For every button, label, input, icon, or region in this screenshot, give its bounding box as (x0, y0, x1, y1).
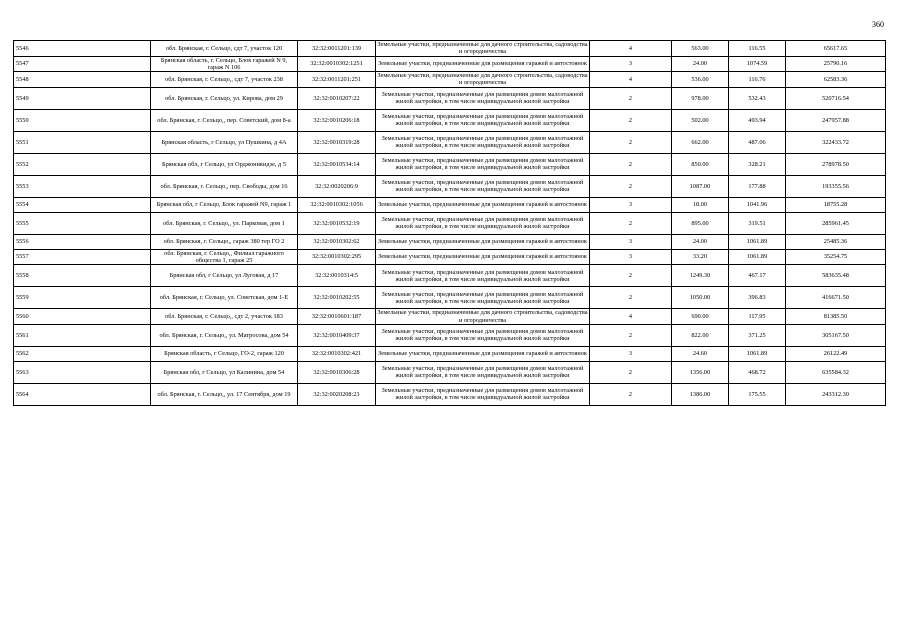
row-cadastral-value: 416671.50 (786, 287, 886, 309)
row-land-category: Земельные участки, предназначенные для размещения домов малоэтажной жилой застройки, в том числе индивидуальной жилой застройки (376, 287, 590, 309)
row-cadastral-value: 520716.54 (786, 87, 886, 109)
row-land-category: Земельные участки, предназначенные для дачного строительства, садоводства и огородничества (377, 72, 588, 87)
row-cadastral-number: 32:32:0010207:22 (298, 87, 376, 109)
row-address: Брянская область, г Сельцо, ул Пушкина, д 4А (151, 131, 298, 153)
row-land-category: Земельные участки, предназначенные для размещения домов малоэтажной жилой застройки, в том числе индивидуальной жилой застройки (376, 109, 590, 131)
row-group: 4 (590, 72, 672, 88)
row-cadastral-number: 32:32:0020206:9 (298, 175, 376, 197)
row-cadastral-number: 32:32:0010206:18 (298, 109, 376, 131)
row-rate: 467.17 (729, 265, 786, 287)
row-number: 5564 (14, 383, 151, 405)
row-number: 5563 (14, 361, 151, 383)
row-address: обл. Брянская, г. Сельцо,, пер. Советский, дом 8-а (151, 109, 298, 131)
row-cadastral-value: 583635.48 (786, 265, 886, 287)
row-cadastral-value: 25485.36 (786, 234, 886, 249)
row-group: 2 (590, 87, 672, 109)
row-address: обл. Брянская, г. Сельцо,, сдт 2, участок 183 (151, 309, 298, 325)
row-rate: 1061.89 (729, 234, 786, 249)
row-cadastral-value: 62583.36 (786, 72, 886, 88)
row-number: 5558 (14, 265, 151, 287)
row-address: обл. Брянская, г. Сельцо, ул. Кирова, дом 29 (151, 87, 298, 109)
row-cadastral-number: 32:32:0010319:28 (298, 131, 376, 153)
row-rate: 396.83 (729, 287, 786, 309)
table-row (14, 72, 886, 88)
row-address: обл. Брянская, г. Сельцо,, ул. 17 Сентября, дом 19 (151, 383, 298, 405)
table-row (14, 249, 886, 265)
row-number: 5557 (14, 249, 151, 265)
row-cadastral-number: 32:32:0011201:251 (298, 72, 376, 88)
row-address: обл. Брянская, г. Сельцо,, гараж 380 тер ГО 2 (151, 234, 298, 249)
row-cadastral-number: 32:32:0010202:55 (298, 287, 376, 309)
row-land-category: Земельные участки, предназначенные для размещения гаражей и автостоянок (376, 197, 590, 212)
row-number: 5553 (14, 175, 151, 197)
row-area: 662.00 (672, 131, 729, 153)
row-land-category: Земельные участки, предназначенные для размещения домов малоэтажной жилой застройки, в том числе индивидуальной жилой застройки (376, 265, 590, 287)
row-land-category: Земельные участки, предназначенные для размещения домов малоэтажной жилой застройки, в том числе индивидуальной жилой застройки (376, 212, 590, 234)
row-area: 1050.00 (672, 287, 729, 309)
row-area: 536.00 (672, 72, 729, 88)
row-area: 24.00 (672, 234, 729, 249)
row-number: 5562 (14, 346, 151, 361)
row-group: 2 (590, 383, 672, 405)
row-number: 5554 (14, 197, 151, 212)
row-group: 2 (590, 153, 672, 175)
row-address: Брянская область, г. Сельцо, Блок гаражей N 9, гараж N 106 (151, 56, 298, 72)
row-cadastral-value: 285961.45 (786, 212, 886, 234)
row-area: 895.00 (672, 212, 729, 234)
row-area: 502.00 (672, 109, 729, 131)
row-address: Брянская обл, г Сельцо, Блок гаражей N9, гараж 1 (151, 197, 298, 212)
row-rate: 116.55 (729, 41, 786, 57)
row-group: 3 (590, 346, 672, 361)
row-land-category: Земельные участки, предназначенные для размещения гаражей и автостоянок (376, 234, 590, 249)
row-land-category: Земельные участки, предназначенные для размещения домов малоэтажной жилой застройки, в том числе индивидуальной жилой застройки (376, 324, 590, 346)
row-group: 3 (590, 249, 672, 265)
row-address: обл. Брянская, г. Сельцо,, ул. Парковая, дом 1 (151, 212, 298, 234)
row-rate: 371.25 (729, 324, 786, 346)
row-area: 978.00 (672, 87, 729, 109)
row-cadastral-number: 32:32:0011201:139 (298, 41, 376, 57)
row-number: 5559 (14, 287, 151, 309)
row-group: 3 (590, 56, 672, 72)
row-rate: 468.72 (729, 361, 786, 383)
row-land-category: Земельные участки, предназначенные для размещения домов малоэтажной жилой застройки, в том числе индивидуальной жилой застройки (376, 153, 590, 175)
table-row (14, 212, 886, 234)
table-row (14, 175, 886, 197)
row-number: 5551 (14, 131, 151, 153)
row-land-category: Земельные участки, предназначенные для размещения гаражей и автостоянок (376, 346, 590, 361)
row-area: 822.00 (672, 324, 729, 346)
row-number: 5546 (14, 41, 151, 57)
table-row (14, 109, 886, 131)
row-group: 2 (590, 212, 672, 234)
row-cadastral-number: 32:32:0010306:28 (298, 361, 376, 383)
row-land-category: Земельные участки, предназначенные для дачного строительства, садоводства и огородничества (377, 41, 588, 56)
row-number: 5549 (14, 87, 151, 109)
row-rate: 1061.89 (729, 249, 786, 265)
row-cadastral-number: 32:32:0010302:1056 (298, 197, 376, 212)
row-cadastral-value: 65617.65 (786, 41, 886, 57)
row-cadastral-value: 243312.30 (786, 383, 886, 405)
row-number: 5561 (14, 324, 151, 346)
row-rate: 177.88 (729, 175, 786, 197)
row-cadastral-value: 247957.88 (786, 109, 886, 131)
row-group: 2 (590, 131, 672, 153)
table-row (14, 153, 886, 175)
register-body (14, 41, 886, 406)
table-row (14, 56, 886, 72)
table-row (14, 87, 886, 109)
row-number: 5548 (14, 72, 151, 88)
table-row (14, 131, 886, 153)
row-rate: 487.06 (729, 131, 786, 153)
row-cadastral-number: 32:32:0020208:23 (298, 383, 376, 405)
row-area: 1087.00 (672, 175, 729, 197)
table-row (14, 361, 886, 383)
row-group: 4 (590, 309, 672, 325)
row-group: 2 (590, 175, 672, 197)
row-cadastral-number: 32:32:0010302:295 (298, 249, 376, 265)
row-cadastral-value: 635584.32 (786, 361, 886, 383)
row-cadastral-value: 305167.50 (786, 324, 886, 346)
row-area: 18.00 (672, 197, 729, 212)
row-area: 33.20 (672, 249, 729, 265)
row-land-category: Земельные участки, предназначенные для размещения домов малоэтажной жилой застройки, в том числе индивидуальной жилой застройки (376, 87, 590, 109)
row-cadastral-value: 25790.16 (786, 56, 886, 72)
row-area: 24.60 (672, 346, 729, 361)
row-address: обл. Брянская, г. Сельцо,, пер. Свободы, дом 16 (151, 175, 298, 197)
row-group: 2 (590, 324, 672, 346)
row-area: 24.00 (672, 56, 729, 72)
row-cadastral-value: 193355.56 (786, 175, 886, 197)
row-land-category: Земельные участки, предназначенные для размещения домов малоэтажной жилой застройки, в том числе индивидуальной жилой застройки (376, 175, 590, 197)
row-number: 5547 (14, 56, 151, 72)
row-land-category: Земельные участки, предназначенные для размещения домов малоэтажной жилой застройки, в том числе индивидуальной жилой застройки (376, 131, 590, 153)
row-address: обл. Брянская, г. Сельцо,, сдт 7, участок 238 (151, 72, 298, 88)
row-land-category: Земельные участки, предназначенные для размещения домов малоэтажной жилой застройки, в том числе индивидуальной жилой застройки (376, 361, 590, 383)
table-row (14, 265, 886, 287)
row-cadastral-number: 32:32:0010314:5 (298, 265, 376, 287)
row-rate: 328.21 (729, 153, 786, 175)
row-address: Брянская обл, г Сельцо, ул Орджоникидзе, д 5 (151, 153, 298, 175)
row-area: 850.00 (672, 153, 729, 175)
row-number: 5555 (14, 212, 151, 234)
row-address: обл. Брянская, г. Сельцо, ул. Советская, дом 1-Е (151, 287, 298, 309)
row-land-category: Земельные участки, предназначенные для размещения гаражей и автостоянок (376, 56, 590, 72)
row-number: 5556 (14, 234, 151, 249)
row-area: 1249.30 (672, 265, 729, 287)
row-cadastral-number: 32:32:0010302:421 (298, 346, 376, 361)
land-register-table (13, 40, 886, 406)
row-rate: 116.76 (729, 72, 786, 88)
row-cadastral-value: 322433.72 (786, 131, 886, 153)
row-cadastral-number: 32:32:0010601:187 (298, 309, 376, 325)
row-address: Брянская обл, г Сельцо, ул Луговая, д 17 (151, 265, 298, 287)
page-number: 360 (872, 20, 884, 29)
row-land-category: Земельные участки, предназначенные для размещения домов малоэтажной жилой застройки, в том числе индивидуальной жилой застройки (376, 383, 590, 405)
row-cadastral-value: 81385.50 (786, 309, 886, 325)
row-group: 3 (590, 197, 672, 212)
row-address: Брянская обл, г Сельцо, ул Калинина, дом 54 (151, 361, 298, 383)
row-rate: 319.51 (729, 212, 786, 234)
row-rate: 532.43 (729, 87, 786, 109)
table-row (14, 41, 886, 57)
row-rate: 1061.89 (729, 346, 786, 361)
row-number: 5550 (14, 109, 151, 131)
row-cadastral-number: 32:32:0010532:19 (298, 212, 376, 234)
row-area: 563.00 (672, 41, 729, 57)
row-cadastral-value: 26122.49 (786, 346, 886, 361)
row-cadastral-value: 35254.75 (786, 249, 886, 265)
table-row (14, 309, 886, 325)
row-group: 2 (590, 287, 672, 309)
row-cadastral-value: 278978.50 (786, 153, 886, 175)
row-group: 2 (590, 361, 672, 383)
row-rate: 175.55 (729, 383, 786, 405)
row-area: 1386.00 (672, 383, 729, 405)
row-group: 4 (590, 41, 672, 57)
row-group: 3 (590, 234, 672, 249)
row-address: обл. Брянская, г. Сельцо,, Филиал гаражного общества 1, гараж 25 (151, 249, 298, 265)
row-address: обл. Брянская, г. Сельцо,, ул. Матросова, дом 54 (151, 324, 298, 346)
row-cadastral-number: 32:32:0010534:14 (298, 153, 376, 175)
row-group: 2 (590, 109, 672, 131)
row-area: 690.00 (672, 309, 729, 325)
row-cadastral-number: 32:32:0010302:62 (298, 234, 376, 249)
row-address: Брянская область, г Сельцо, ГО-2, гараж 120 (151, 346, 298, 361)
row-address: обл. Брянская, г. Сельцо, сдт 7, участок 120 (151, 41, 298, 57)
row-land-category: Земельные участки, предназначенные для размещения гаражей и автостоянок (376, 249, 590, 265)
row-rate: 117.95 (729, 309, 786, 325)
table-row (14, 346, 886, 361)
table-row (14, 287, 886, 309)
table-row (14, 324, 886, 346)
row-rate: 1074.59 (729, 56, 786, 72)
row-cadastral-number: 32:32:0010302:1251 (298, 56, 376, 72)
table-row (14, 234, 886, 249)
row-cadastral-value: 18755.28 (786, 197, 886, 212)
row-group: 2 (590, 265, 672, 287)
table-row (14, 383, 886, 405)
row-land-category: Земельные участки, предназначенные для дачного строительства, садоводства и огородничества (377, 309, 588, 324)
row-number: 5552 (14, 153, 151, 175)
row-area: 1356.00 (672, 361, 729, 383)
row-rate: 1041.96 (729, 197, 786, 212)
row-number: 5560 (14, 309, 151, 325)
table-row (14, 197, 886, 212)
row-rate: 493.94 (729, 109, 786, 131)
row-cadastral-number: 32:32:0010409:37 (298, 324, 376, 346)
